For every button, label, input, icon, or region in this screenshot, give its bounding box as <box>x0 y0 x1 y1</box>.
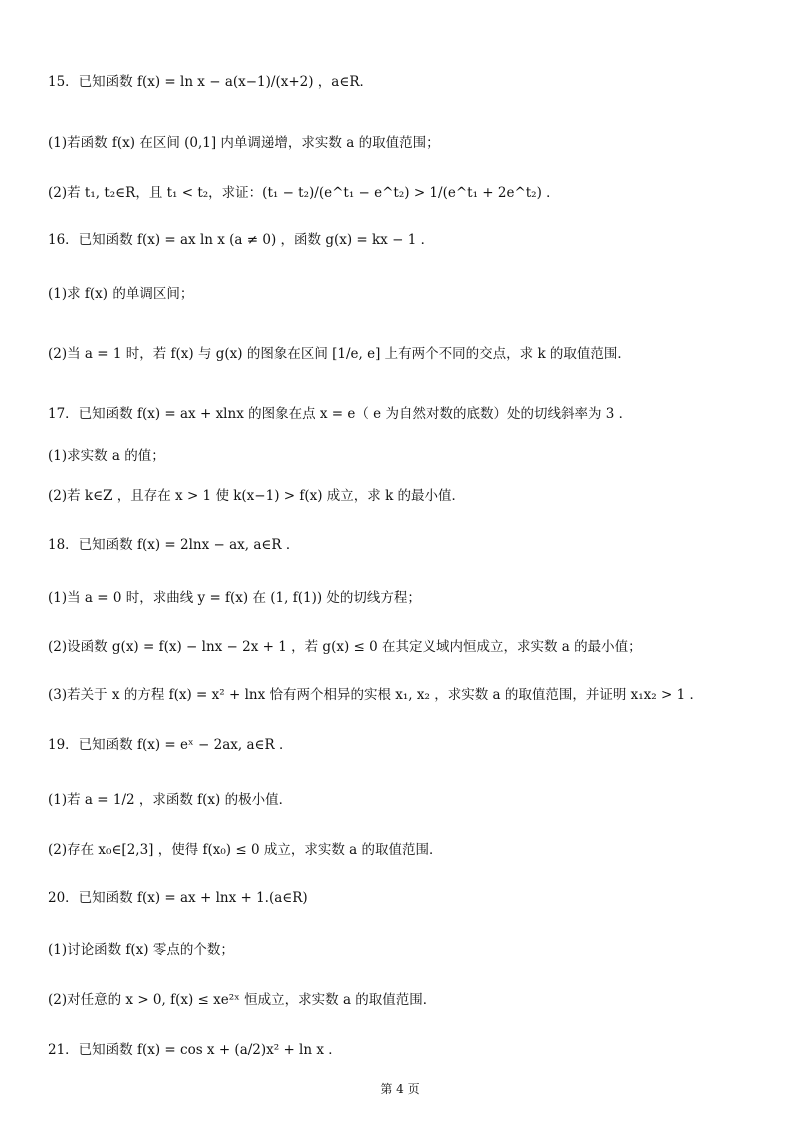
problem-18-part-1: (1)当 a = 0 时，求曲线 y = f(x) 在 (1, f(1)) 处的切线方程； <box>48 590 421 606</box>
problem-15-part-1: (1)若函数 f(x) 在区间 (0,1] 内单调递增，求实数 a 的取值范围； <box>48 135 440 151</box>
problem-21-stem: 21．已知函数 f(x) = cos x + (a/2)x² + ln x ． <box>48 1042 342 1058</box>
problem-17-part-2: (2)若 k∈Z ，且存在 x > 1 使 k(x−1) > f(x) 成立，求 k 的最小值． <box>48 488 466 504</box>
problem-19-part-1: (1)若 a = 1/2 ，求函数 f(x) 的极小值． <box>48 792 293 808</box>
problem-16-part-2: (2)当 a = 1 时，若 f(x) 与 g(x) 的图象在区间 [1/e, e] 上有两个不同的交点，求 k 的取值范围． <box>48 346 631 362</box>
problem-20-part-1: (1)讨论函数 f(x) 零点的个数； <box>48 942 234 958</box>
problem-16-stem: 16．已知函数 f(x) = ax ln x (a ≠ 0) ，函数 g(x) = kx − 1 ． <box>48 232 435 248</box>
problem-20-stem: 20．已知函数 f(x) = ax + lnx + 1.(a∈R) <box>48 890 308 906</box>
problem-15-part-2: (2)若 t₁, t₂∈R，且 t₁ < t₂，求证：(t₁ − t₂)/(e^t₁ − e^t₂) > 1/(e^t₁ + 2e^t₂) ． <box>48 185 560 201</box>
problem-20-part-2: (2)对任意的 x > 0, f(x) ≤ xe²ˣ 恒成立，求实数 a 的取值范围． <box>48 992 437 1008</box>
problem-18-part-3: (3)若关于 x 的方程 f(x) = x² + lnx 恰有两个相异的实根 x₁, x₂ ，求实数 a 的取值范围，并证明 x₁x₂ > 1 ． <box>48 687 703 703</box>
problem-19-stem: 19．已知函数 f(x) = eˣ − 2ax, a∈R ． <box>48 737 293 753</box>
problem-18-stem: 18．已知函数 f(x) = 2lnx − ax, a∈R ． <box>48 537 300 553</box>
problem-16-part-1: (1)求 f(x) 的单调区间； <box>48 286 194 302</box>
problem-19-part-2: (2)存在 x₀∈[2,3] ，使得 f(x₀) ≤ 0 成立，求实数 a 的取值范围． <box>48 842 443 858</box>
problem-17-stem: 17．已知函数 f(x) = ax + xlnx 的图象在点 x = e（ e 为自然对数的底数）处的切线斜率为 3 ． <box>48 406 633 422</box>
problem-18-part-2: (2)设函数 g(x) = f(x) − lnx − 2x + 1 ，若 g(x) ≤ 0 在其定义域内恒成立，求实数 a 的最小值； <box>48 639 642 655</box>
page-number: 第 4 页 <box>380 1082 420 1096</box>
problem-17-part-1: (1)求实数 a 的值； <box>48 448 165 464</box>
problem-15-stem: 15．已知函数 f(x) = ln x − a(x−1)/(x+2) ，a∈R． <box>48 74 374 90</box>
